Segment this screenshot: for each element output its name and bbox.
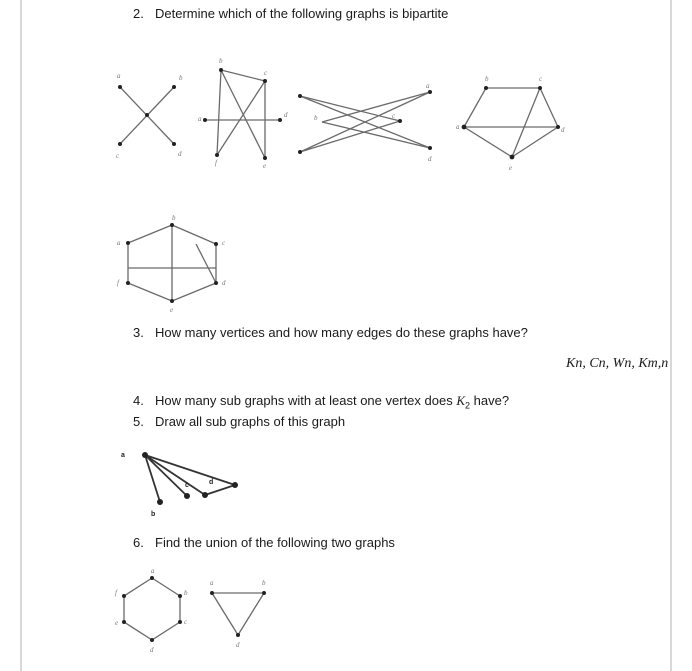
g4-label-e: e xyxy=(509,164,513,172)
g1-label-b: b xyxy=(179,74,183,82)
g2-label-d: d xyxy=(284,111,288,119)
question-2 xyxy=(133,6,448,22)
question-5 xyxy=(133,414,345,430)
g2-label-f: f xyxy=(215,159,217,167)
right-margin-line xyxy=(670,0,672,671)
question-6-text: Find the union of the following two graphs xyxy=(155,535,395,550)
g5-label-b: b xyxy=(172,214,176,222)
g6-label-a: a xyxy=(121,452,125,459)
g8-label-d: d xyxy=(236,641,240,649)
graph-families-note: Kn, Cn, Wn, Km,n xyxy=(566,356,669,371)
g2-label-c: c xyxy=(264,69,268,77)
g4-label-a: a xyxy=(456,123,460,131)
question-4 xyxy=(133,393,509,414)
g6-label-b: b xyxy=(151,511,156,518)
question-5-number: 5. xyxy=(133,414,144,429)
g5-label-e: e xyxy=(170,306,174,314)
g7-label-d: d xyxy=(150,646,154,654)
g7-label-a: a xyxy=(151,567,155,575)
g5-label-f: f xyxy=(117,279,119,287)
question-2-text: Determine which of the following graphs is bipartite xyxy=(155,6,449,21)
g7-label-e: e xyxy=(115,619,119,627)
graph-7-hexagon xyxy=(112,568,192,658)
g6-label-d: d xyxy=(209,479,214,486)
g3-label-d: d xyxy=(428,155,432,163)
g3-label-a: a xyxy=(426,82,430,90)
question-3-text: How many vertices and how many edges do these graphs have? xyxy=(155,325,528,340)
g2-label-a: a xyxy=(198,115,202,123)
g4-label-c: c xyxy=(539,75,543,83)
graph-5-hexagon xyxy=(110,215,235,315)
graph-2-crossing xyxy=(195,55,295,170)
question-5-text: Draw all sub graphs of this graph xyxy=(155,414,346,429)
g6-label-c: c xyxy=(185,482,189,489)
question-4-number: 4. xyxy=(133,393,144,408)
g8-label-a: a xyxy=(210,579,214,587)
g4-label-d: d xyxy=(561,126,565,134)
g7-label-c: c xyxy=(184,618,188,626)
graph-6-fan xyxy=(115,445,250,520)
g1-label-d: d xyxy=(178,150,182,158)
question-6-number: 6. xyxy=(133,535,144,550)
g4-label-b: b xyxy=(485,75,489,83)
question-4-text-after: have? xyxy=(470,393,510,408)
g8-label-b: b xyxy=(262,579,266,587)
question-4-math-sub: 2 xyxy=(465,400,471,411)
g2-label-b: b xyxy=(219,57,223,65)
graph-8-triangle xyxy=(200,575,280,655)
g7-label-b: b xyxy=(184,589,188,597)
g1-label-c: c xyxy=(116,152,120,160)
g3-label-b: b xyxy=(314,114,318,122)
left-margin-line xyxy=(20,0,22,671)
question-2-number: 2. xyxy=(133,6,144,21)
question-4-math-k: K xyxy=(456,393,465,408)
g7-label-f: f xyxy=(115,589,117,597)
question-6 xyxy=(133,535,395,551)
question-3-number: 3. xyxy=(133,325,144,340)
question-3 xyxy=(133,325,528,341)
g5-label-c: c xyxy=(222,239,226,247)
g5-label-d: d xyxy=(222,279,226,287)
g3-label-c: c xyxy=(392,112,396,120)
graph-4-pentagon xyxy=(452,72,572,177)
g2-label-e: e xyxy=(263,162,267,170)
graph-1-x-shape xyxy=(108,72,188,162)
graph-3-bowtie xyxy=(292,84,442,164)
g1-label-a: a xyxy=(117,72,121,80)
g5-label-a: a xyxy=(117,239,121,247)
question-4-text-before: How many sub graphs with at least one vertex does xyxy=(155,393,457,408)
